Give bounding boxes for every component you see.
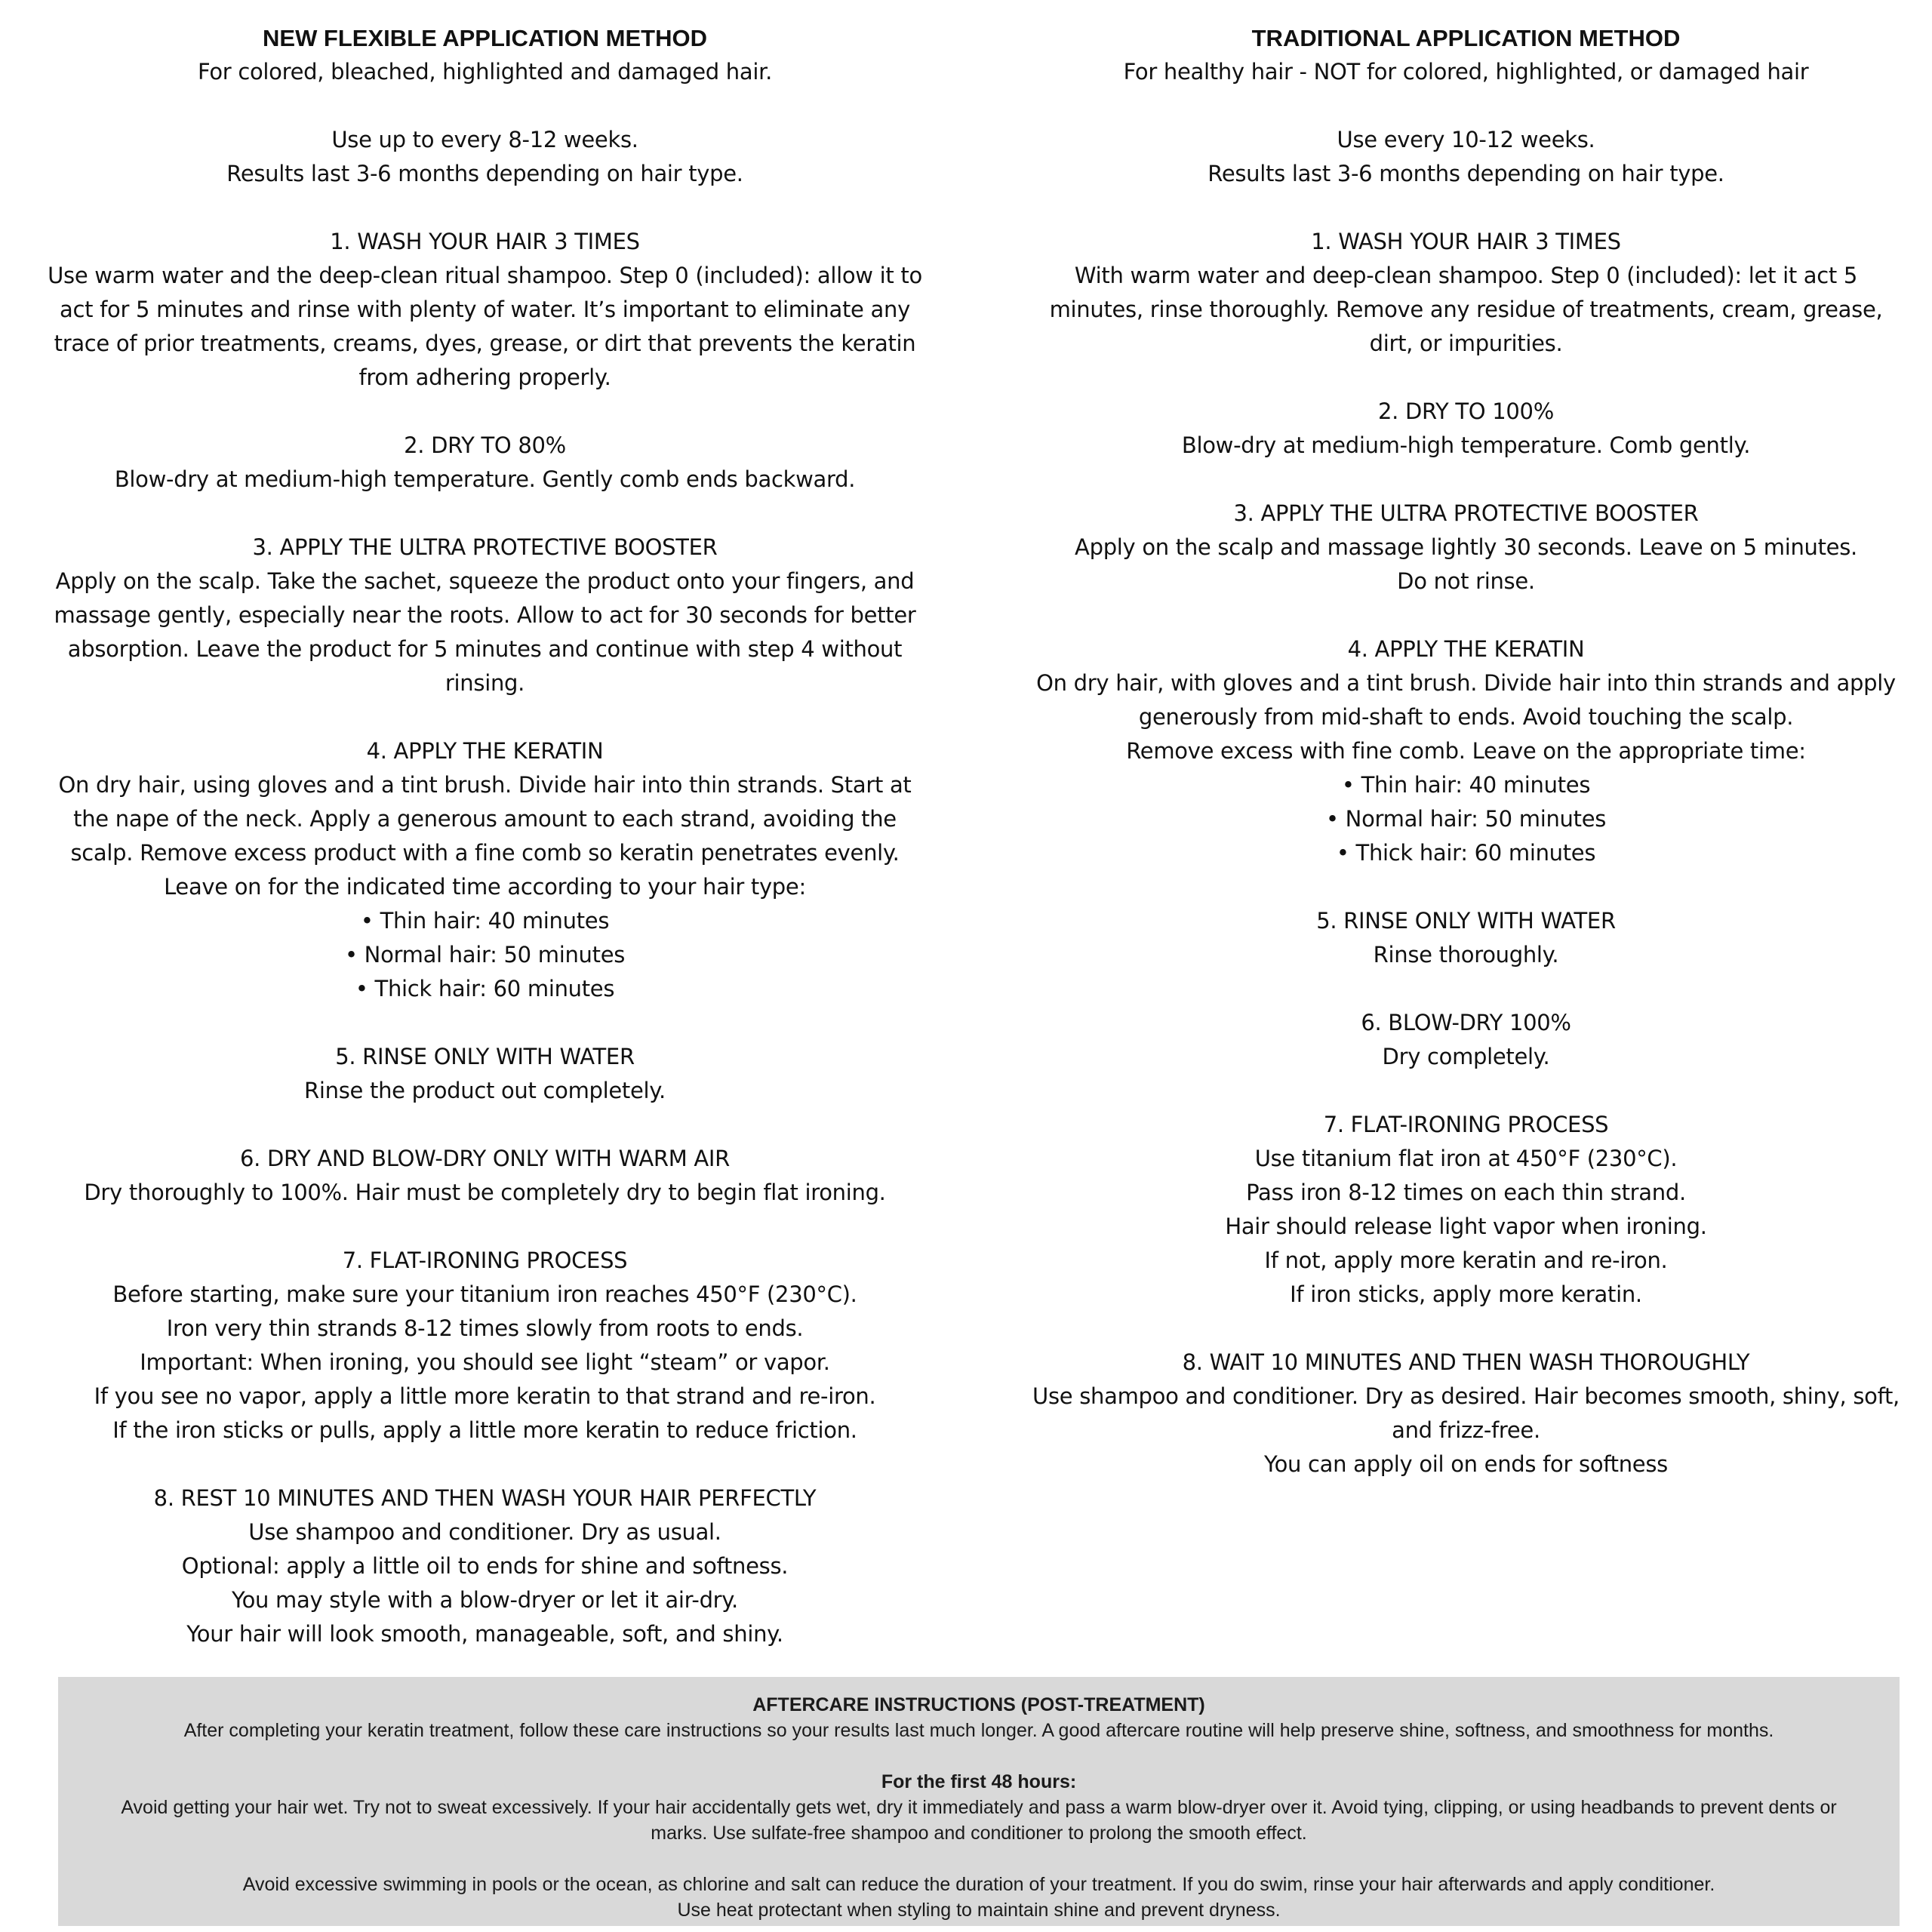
step-block xyxy=(45,1040,924,1108)
traditional-method-subtitle: For healthy hair - NOT for colored, highlighted, or damaged hair xyxy=(1123,59,1809,85)
step-line: You may style with a blow-dryer or let it air-dry. xyxy=(232,1587,738,1613)
traditional-method-title: TRADITIONAL APPLICATION METHOD xyxy=(1251,25,1681,51)
step-block xyxy=(45,1481,924,1651)
step-title: 4. APPLY THE KERATIN xyxy=(1347,636,1585,662)
step-block xyxy=(1026,395,1906,463)
flexible-method-results: Results last 3-6 months depending on hair type. xyxy=(226,161,743,186)
flexible-steps xyxy=(45,191,924,1651)
hair-type-bullet: • Thick hair: 60 minutes xyxy=(1336,840,1596,866)
step-description: Blow-dry at medium-high temperature. Gently comb ends backward. xyxy=(114,466,856,492)
step-block xyxy=(45,225,924,395)
step-title: 6. DRY AND BLOW-DRY ONLY WITH WARM AIR xyxy=(239,1146,731,1171)
step-title: 3. APPLY THE ULTRA PROTECTIVE BOOSTER xyxy=(252,534,718,560)
step-title: 1. WASH YOUR HAIR 3 TIMES xyxy=(330,229,640,254)
step-line: If iron sticks, apply more keratin. xyxy=(1290,1281,1642,1307)
flexible-method-title: NEW FLEXIBLE APPLICATION METHOD xyxy=(263,25,707,51)
step-line: Before starting, make sure your titanium iron reaches 450°F (230°C). xyxy=(112,1281,857,1307)
flexible-method-subtitle: For colored, bleached, highlighted and damaged hair. xyxy=(198,59,772,85)
step-line: If not, apply more keratin and re-iron. xyxy=(1264,1247,1668,1273)
aftercare-title: AFTERCARE INSTRUCTIONS (POST-TREATMENT) xyxy=(752,1694,1205,1715)
step-block xyxy=(1026,497,1906,598)
step-title: 6. BLOW-DRY 100% xyxy=(1361,1010,1571,1035)
step-block xyxy=(45,531,924,700)
flexible-method-usage: Use up to every 8-12 weeks. xyxy=(331,127,638,152)
step-block xyxy=(1026,1346,1906,1481)
step-line: Use shampoo and conditioner. Dry as usual. xyxy=(248,1519,721,1545)
swimming-note: Avoid excessive swimming in pools or the ocean, as chlorine and salt can reduce the duration of your treatment. If you do swim, rinse your hair afterwards and apply conditioner. xyxy=(242,1874,1715,1895)
step-block xyxy=(1026,1108,1906,1312)
hair-type-bullet: • Normal hair: 50 minutes xyxy=(344,942,626,968)
step-description: On dry hair, with gloves and a tint brush. Divide hair into thin strands and apply generously from mid-shaft to ends. Avoid touching the scalp. xyxy=(1036,670,1896,730)
traditional-method-usage: Use every 10-12 weeks. xyxy=(1337,127,1595,152)
step-line: Important: When ironing, you should see light “steam” or vapor. xyxy=(140,1349,830,1375)
hair-type-bullet: • Thick hair: 60 minutes xyxy=(355,976,615,1001)
first-48-hours-body: Avoid getting your hair wet. Try not to sweat excessively. If your hair accidentally gets wet, dry it immediately and pass a warm blow-dryer over it. Avoid tying, clipping, or using headbands to prevent dents or marks. Use sulfate-free shampoo and conditioner to prolong the smooth effect. xyxy=(121,1797,1837,1844)
step-title: 7. FLAT-IRONING PROCESS xyxy=(342,1247,628,1273)
step-title: 5. RINSE ONLY WITH WATER xyxy=(335,1044,635,1069)
step-title: 4. APPLY THE KERATIN xyxy=(366,738,604,764)
step-line: If you see no vapor, apply a little more keratin to that strand and re-iron. xyxy=(94,1383,876,1409)
step-line: Pass iron 8-12 times on each thin strand. xyxy=(1246,1180,1686,1205)
step-description: Rinse the product out completely. xyxy=(304,1078,666,1103)
heat-protectant-note: Use heat protectant when styling to maintain shine and prevent dryness. xyxy=(677,1900,1281,1921)
flexible-method-column xyxy=(45,21,924,1651)
step-block xyxy=(1026,1006,1906,1074)
step-block xyxy=(45,1244,924,1447)
step-title: 2. DRY TO 100% xyxy=(1378,398,1554,424)
hair-type-bullet: • Thin hair: 40 minutes xyxy=(1341,772,1591,798)
aftercare-panel xyxy=(58,1677,1900,1926)
step-line: Remove excess with fine comb. Leave on the appropriate time: xyxy=(1126,738,1806,764)
step-line: Apply on the scalp and massage lightly 30 seconds. Leave on 5 minutes. xyxy=(1075,534,1857,560)
hair-type-bullet: • Normal hair: 50 minutes xyxy=(1325,806,1607,832)
traditional-method-column xyxy=(1026,21,1906,1481)
first-48-hours-title: For the first 48 hours: xyxy=(881,1771,1077,1792)
hair-type-bullet: • Thin hair: 40 minutes xyxy=(360,908,610,934)
step-description: With warm water and deep-clean shampoo. Step 0 (included): let it act 5 minutes, rinse thoroughly. Remove any residue of treatments, cream, grease, dirt, or impurities. xyxy=(1049,263,1883,356)
step-line: Iron very thin strands 8-12 times slowly from roots to ends. xyxy=(166,1315,804,1341)
step-block xyxy=(45,1142,924,1210)
step-title: 1. WASH YOUR HAIR 3 TIMES xyxy=(1311,229,1621,254)
traditional-steps xyxy=(1026,191,1906,1481)
step-line: Use titanium flat iron at 450°F (230°C). xyxy=(1254,1146,1678,1171)
step-block xyxy=(1026,225,1906,361)
step-block xyxy=(45,429,924,497)
step-line: Do not rinse. xyxy=(1397,568,1535,594)
step-description: On dry hair, using gloves and a tint brush. Divide hair into thin strands. Start at the nape of the neck. Apply a generous amount to each strand, avoiding the scalp. Remove excess product with a fine comb so keratin penetrates evenly. Leave on for the indicated time according to your hair type: xyxy=(58,772,912,900)
step-line: Hair should release light vapor when ironing. xyxy=(1225,1214,1707,1239)
step-description: Apply on the scalp. Take the sachet, squeeze the product onto your fingers, and massage gently, especially near the roots. Allow to act for 30 seconds for better absorption. Leave the product for 5 minutes and continue with step 4 without rinsing. xyxy=(54,568,916,696)
step-title: 8. REST 10 MINUTES AND THEN WASH YOUR HAIR PERFECTLY xyxy=(153,1485,817,1511)
step-block xyxy=(45,734,924,1006)
step-title: 7. FLAT-IRONING PROCESS xyxy=(1323,1112,1609,1137)
step-block xyxy=(1026,632,1906,870)
step-line: If the iron sticks or pulls, apply a little more keratin to reduce friction. xyxy=(112,1417,857,1443)
step-description: Blow-dry at medium-high temperature. Comb gently. xyxy=(1181,432,1751,458)
step-title: 2. DRY TO 80% xyxy=(404,432,566,458)
step-description: Use warm water and the deep-clean ritual shampoo. Step 0 (included): allow it to act for 5 minutes and rinse with plenty of water. It’s important to eliminate any trace of prior treatments, creams, dyes, grease, or dirt that prevents the keratin from adhering properly. xyxy=(48,263,922,390)
aftercare-intro: After completing your keratin treatment, follow these care instructions so your results last much longer. A good aftercare routine will help preserve shine, softness, and smoothness for months. xyxy=(183,1720,1774,1741)
step-line: Your hair will look smooth, manageable, soft, and shiny. xyxy=(186,1621,783,1647)
step-description: Use shampoo and conditioner. Dry as desired. Hair becomes smooth, shiny, soft, and frizz-free. xyxy=(1032,1383,1900,1443)
step-block xyxy=(1026,904,1906,972)
step-title: 5. RINSE ONLY WITH WATER xyxy=(1316,908,1616,934)
step-title: 3. APPLY THE ULTRA PROTECTIVE BOOSTER xyxy=(1233,500,1699,526)
step-description: Dry completely. xyxy=(1382,1044,1550,1069)
step-description: Rinse thoroughly. xyxy=(1373,942,1559,968)
step-title: 8. WAIT 10 MINUTES AND THEN WASH THOROUGHLY xyxy=(1182,1349,1750,1375)
step-description: Dry thoroughly to 100%. Hair must be completely dry to begin flat ironing. xyxy=(84,1180,886,1205)
traditional-method-results: Results last 3-6 months depending on hair type. xyxy=(1208,161,1724,186)
step-line: Optional: apply a little oil to ends for shine and softness. xyxy=(181,1553,789,1579)
step-line: You can apply oil on ends for softness xyxy=(1264,1451,1668,1477)
